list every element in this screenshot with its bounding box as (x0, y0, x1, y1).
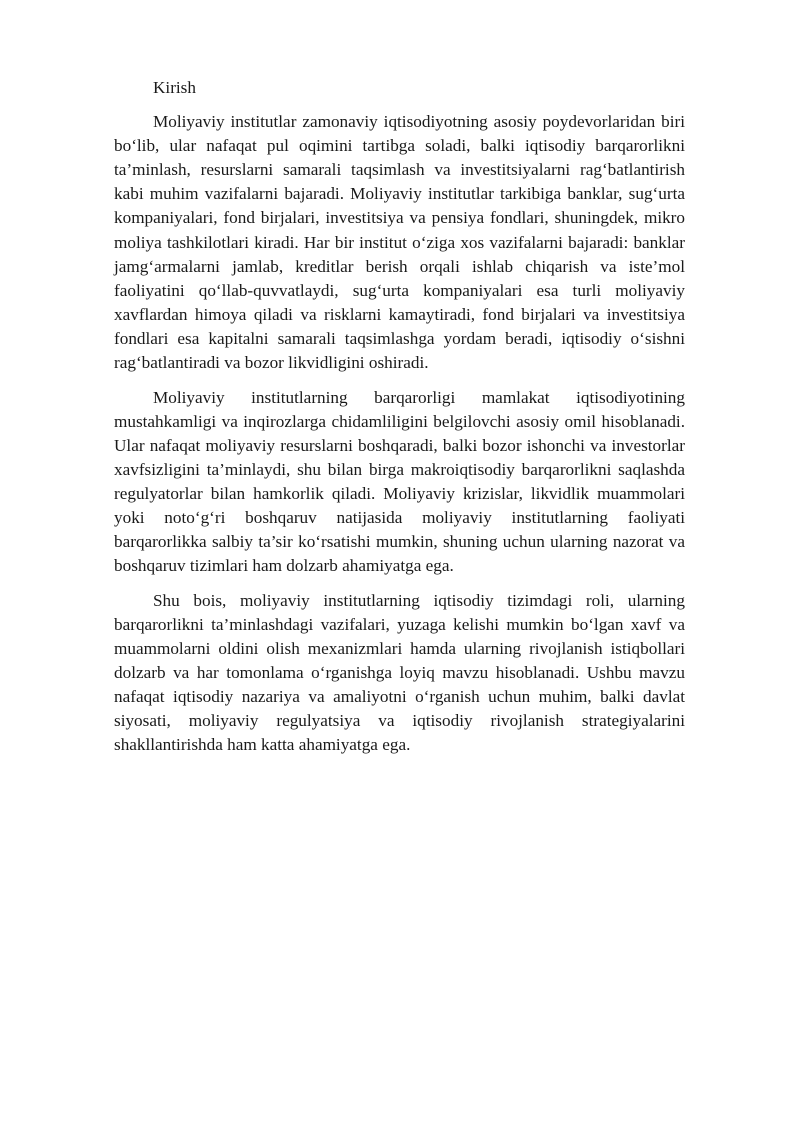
document-page (114, 76, 685, 768)
section-heading: Kirish (153, 78, 196, 97)
paragraph-3: Shu bois, moliyaviy institutlarning iqtisodiy tizimdagi roli, ularning barqarorlikni ta’minlashdagi vazifalari, yuzaga kelishi mumkin bo‘lgan xavf va muammolarni oldini olish mexanizmlari hamda ularning rivojlanish istiqbollari dolzarb va har tomonlama o‘rganishga loyiq mavzu hisoblanadi. Ushbu mavzu nafaqat iqtisodiy nazariya va amaliyotni o‘rganish uchun muhim, balki davlat siyosati, moliyaviy regulyatsiya va iqtisodiy rivojlanish strategiyalarini shakllantirishda ham katta ahamiyatga ega. (114, 590, 685, 755)
paragraph-1: Moliyaviy institutlar zamonaviy iqtisodiyotning asosiy poydevorlaridan biri bo‘lib, ular nafaqat pul oqimini tartibga soladi, balki iqtisodiy barqarorlikni ta’minlash, resurslarni samarali taqsimlash va investitsiyalarni rag‘batlantirish kabi muhim vazifalarni bajaradi. Moliyaviy institutlar tarkibiga banklar, sug‘urta kompaniyalari, fond birjalari, investitsiya va pensiya fondlari, shuningdek, mikro moliya tashkilotlari kiradi. Har bir institut o‘ziga xos vazifalarni bajaradi: banklar jamg‘armalarni jamlab, kreditlar berish orqali ishlab chiqarish va iste’mol faoliyatini qo‘llab-quvvatlaydi, sug‘urta kompaniyalari esa turli moliyaviy xavflardan himoya qiladi va risklarni kamaytiradi, fond birjalari va investitsiya fondlari esa kapitalni samarali taqsimlashga yordam beradi, iqtisodiy o‘sishni rag‘batlantiradi va bozor likvidligini oshiradi. (114, 112, 685, 373)
paragraph-2: Moliyaviy institutlarning barqarorligi mamlakat iqtisodiyotining mustahkamligi va inqirozlarga chidamliligini belgilovchi asosiy omil hisoblanadi. Ular nafaqat moliyaviy resurslarni boshqaradi, balki bozor ishonchi va investorlar xavfsizligini ta’minlaydi, shu bilan birga makroiqtisodiy barqarorlikni saqlashda regulyatorlar bilan hamkorlik qiladi. Moliyaviy krizislar, likvidlik muammolari yoki noto‘g‘ri boshqaruv natijasida moliyaviy institutlarning faoliyati barqarorlikka salbiy ta’sir ko‘rsatishi mumkin, shuning uchun ularning nazorat va boshqaruv tizimlari ham dolzarb ahamiyatga ega. (114, 387, 685, 576)
